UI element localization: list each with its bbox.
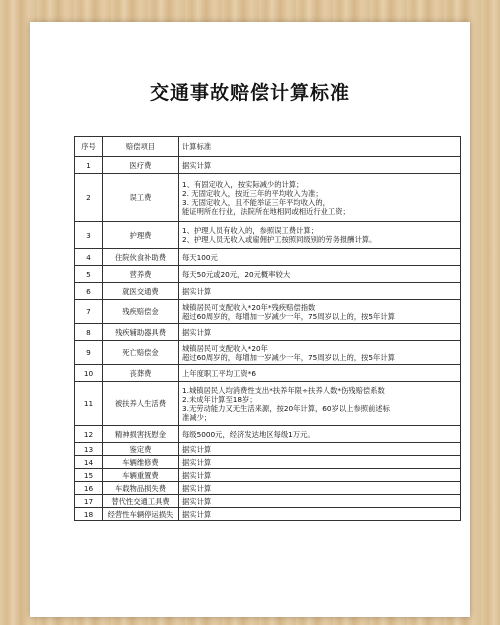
row-standard xyxy=(179,365,461,382)
row-number: 2 xyxy=(75,174,103,222)
row-standard xyxy=(179,469,461,482)
row-standard xyxy=(179,426,461,443)
row-standard xyxy=(179,266,461,283)
document-page xyxy=(30,22,470,617)
table-row xyxy=(75,382,461,426)
row-number: 10 xyxy=(75,365,103,382)
standard-line: 超过60周岁的，每增加一岁减少一年，75周岁以上的，按5年计算 xyxy=(182,352,395,362)
standard-line: 据实计算 xyxy=(182,444,212,454)
standard-line: 准减少； xyxy=(182,412,212,422)
table-row xyxy=(75,157,461,174)
standard-line: 3.无劳动能力又无生活来源，按20年计算，60岁以上参照前述标 xyxy=(182,403,390,413)
row-standard xyxy=(179,283,461,300)
standard-line: 据实计算 xyxy=(182,286,212,296)
row-item: 护理费 xyxy=(103,222,179,249)
table-row xyxy=(75,300,461,324)
row-standard xyxy=(179,482,461,495)
row-number: 7 xyxy=(75,300,103,324)
row-number: 6 xyxy=(75,283,103,300)
table-row xyxy=(75,456,461,469)
table-row xyxy=(75,324,461,341)
table-row xyxy=(75,443,461,456)
standard-line: 每天50元或20元，20元概率较大 xyxy=(182,269,291,279)
table-row xyxy=(75,249,461,266)
row-number: 4 xyxy=(75,249,103,266)
header-standard: 计算标准 xyxy=(179,137,461,157)
standard-line: 据实计算 xyxy=(182,496,212,506)
row-standard xyxy=(179,443,461,456)
row-standard xyxy=(179,222,461,249)
table-body xyxy=(75,157,461,521)
standard-line: 据实计算 xyxy=(182,457,212,467)
standard-line: 据实计算 xyxy=(182,327,212,337)
standard-line: 每天100元 xyxy=(182,252,218,262)
row-standard xyxy=(179,249,461,266)
standard-line: 能证明所在行业，法院所在地相同或相近行业工资； xyxy=(182,206,350,216)
row-item: 残疾辅助器具费 xyxy=(103,324,179,341)
row-number: 18 xyxy=(75,508,103,521)
standard-line: 2、护理人员无收入或雇佣护工按照同级别的劳务报酬计算。 xyxy=(182,235,377,244)
row-item: 经营性车辆停运损失 xyxy=(103,508,179,521)
standard-line: 上年度职工平均工资*6 xyxy=(182,368,256,378)
row-number: 17 xyxy=(75,495,103,508)
row-standard xyxy=(179,456,461,469)
standard-line: 3. 无固定收入，且不能举证三年平均收入的， xyxy=(182,197,330,207)
table-row xyxy=(75,266,461,283)
row-standard xyxy=(179,382,461,426)
table-row xyxy=(75,426,461,443)
row-standard xyxy=(179,300,461,324)
standard-line: 每级5000元，经济发达地区每级1万元。 xyxy=(182,429,315,439)
row-item: 就医交通费 xyxy=(103,283,179,300)
row-item: 死亡赔偿金 xyxy=(103,341,179,365)
standard-line: 1、护理人员有收入的，参照误工费计算； xyxy=(182,226,318,235)
row-item: 营养费 xyxy=(103,266,179,283)
row-number: 13 xyxy=(75,443,103,456)
table-row xyxy=(75,365,461,382)
document-title: 交通事故赔偿计算标准 xyxy=(149,82,350,104)
row-number: 11 xyxy=(75,382,103,426)
row-standard xyxy=(179,341,461,365)
standard-line: 城镇居民可支配收入*20年*残疾赔偿指数 xyxy=(182,302,316,312)
header-item: 赔偿项目 xyxy=(103,137,179,157)
standard-line: 1.城镇居民人均消费性支出*扶养年限÷扶养人数*伤残赔偿系数 xyxy=(182,385,385,395)
row-number: 3 xyxy=(75,222,103,249)
row-item: 住院伙食补助费 xyxy=(103,249,179,266)
row-item: 车载物品损失费 xyxy=(103,482,179,495)
standard-line: 据实计算 xyxy=(182,160,212,170)
header-no: 序号 xyxy=(75,137,103,157)
table-row xyxy=(75,482,461,495)
row-item: 车辆维修费 xyxy=(103,456,179,469)
table-row xyxy=(75,222,461,249)
table-row xyxy=(75,495,461,508)
standard-line: 据实计算 xyxy=(182,509,212,519)
table-row xyxy=(75,469,461,482)
row-number: 15 xyxy=(75,469,103,482)
row-standard xyxy=(179,157,461,174)
standard-line: 2. 无固定收入，按近三年的平均收入为准； xyxy=(182,188,323,198)
row-item: 精神损害抚慰金 xyxy=(103,426,179,443)
row-item: 丧葬费 xyxy=(103,365,179,382)
standard-line: 据实计算 xyxy=(182,470,212,480)
standard-line: 2.未成年计算至18岁； xyxy=(182,394,257,404)
table-row xyxy=(75,283,461,300)
standard-line: 超过60周岁的，每增加一岁减少一年，75周岁以上的，按5年计算 xyxy=(182,311,395,321)
table-row xyxy=(75,508,461,521)
row-number: 12 xyxy=(75,426,103,443)
row-number: 8 xyxy=(75,324,103,341)
row-standard xyxy=(179,324,461,341)
row-standard xyxy=(179,495,461,508)
row-number: 5 xyxy=(75,266,103,283)
row-item: 残疾赔偿金 xyxy=(103,300,179,324)
table-row xyxy=(75,174,461,222)
row-item: 替代性交通工具费 xyxy=(103,495,179,508)
row-number: 14 xyxy=(75,456,103,469)
compensation-table xyxy=(74,136,461,521)
row-item: 误工费 xyxy=(103,174,179,222)
row-item: 车辆重置费 xyxy=(103,469,179,482)
standard-line: 1、有固定收入，按实际减少的计算； xyxy=(182,179,304,189)
row-number: 16 xyxy=(75,482,103,495)
row-item: 鉴定费 xyxy=(103,443,179,456)
table-row xyxy=(75,341,461,365)
row-item: 医疗费 xyxy=(103,157,179,174)
standard-line: 城镇居民可支配收入*20年 xyxy=(182,343,268,353)
table-header-row xyxy=(75,137,461,157)
row-standard xyxy=(179,174,461,222)
row-number: 1 xyxy=(75,157,103,174)
row-standard xyxy=(179,508,461,521)
row-number: 9 xyxy=(75,341,103,365)
standard-line: 据实计算 xyxy=(182,483,212,493)
row-item: 被扶养人生活费 xyxy=(103,382,179,426)
